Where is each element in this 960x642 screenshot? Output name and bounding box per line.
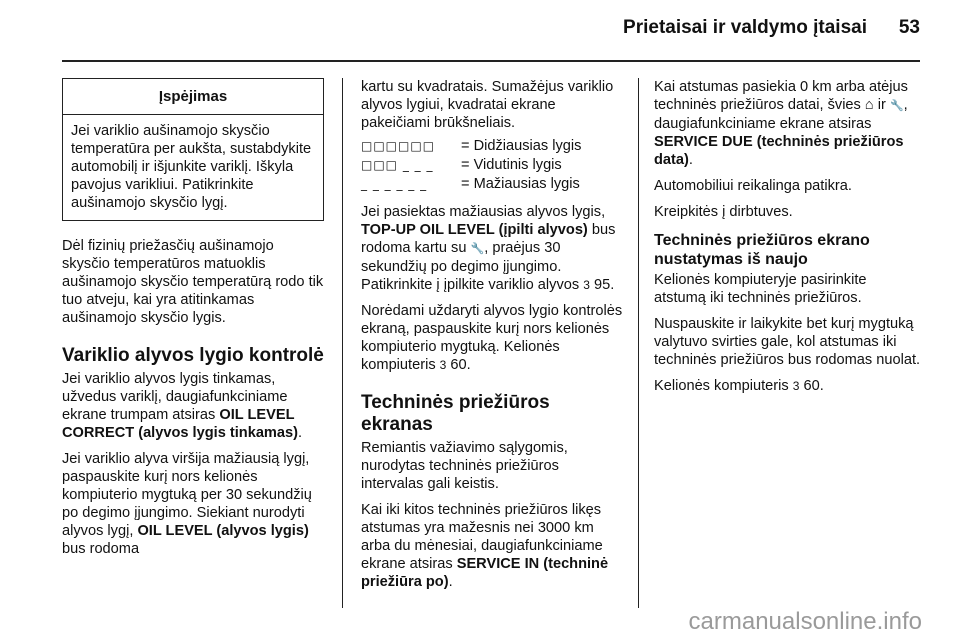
oil-level-symbol: _ _ _ _ _ _ — [361, 176, 428, 191]
text-span: , daugiafunkciniame ekrane atsiras — [654, 97, 908, 132]
display-message-service-due: SERVICE DUE (techninės priežiūros data) — [654, 134, 904, 168]
oil-level-label: = Didžiausias lygis — [461, 137, 582, 154]
paragraph-oil-minimum — [361, 203, 623, 294]
text-span: Jei variklio alyva viršija mažiausią lygį, paspauskite kurį nors kelionės kompiuterio mygtuką per 30 sekundžių po degimo įjungimo. Siekiant nurodyti alyvos lygį, — [62, 451, 312, 539]
page-reference-icon: 3 — [439, 358, 447, 372]
text-span: . — [448, 574, 453, 590]
text-span: 95. — [589, 277, 615, 293]
text-span: bus rodoma kartu su — [361, 222, 616, 256]
oil-level-label: = Mažiausias lygis — [461, 175, 580, 192]
text-span: Kelionės kompiuteris — [654, 378, 793, 394]
page-reference-icon: 3 — [792, 379, 800, 393]
paragraph-close-oil-display — [361, 302, 623, 374]
paragraph-trip-computer-ref — [654, 377, 922, 395]
wrench-icon: 🔧 — [889, 100, 904, 112]
service-light-icon: ⌂ — [864, 97, 874, 113]
column-2 — [361, 78, 623, 599]
text-span: . — [298, 425, 303, 441]
text-span: , praėjus 30 sekundžių po degimo įjungimo. Patikrinkite į įpilkite variklio alyvos — [361, 240, 584, 293]
oil-level-symbol: □□□ _ _ _ — [361, 157, 434, 172]
column-3 — [654, 78, 922, 403]
paragraph-contact-workshop: Kreipkitės į dirbtuves. — [654, 204, 793, 220]
page-number: 53 — [898, 17, 920, 38]
page-reference-icon: 3 — [583, 278, 590, 292]
display-message-top-up: TOP-UP OIL LEVEL (įpilti alyvos) — [361, 222, 588, 238]
paragraph-oil-check — [62, 450, 324, 558]
text-span: 60. — [446, 357, 471, 373]
warning-body: Jei variklio aušinamojo skysčio temperatūra per aukšta, sustabdykite automobilį ir išjunkite variklį. Iškyla pavojus varikliui. Patikrinkite aušinamojo skysčio lygį. — [71, 123, 312, 211]
oil-level-row-min — [361, 174, 623, 193]
text-span: Jei pasiektas mažiausias alyvos lygis, — [361, 204, 606, 220]
warning-heading: Įspėjimas — [63, 79, 323, 115]
text-span: Kai iki kitos techninės priežiūros likęs atstumas yra mažesnis nei 3000 km arba du mėnesiai, daugiafunkciniame ekrane atsiras — [361, 502, 603, 572]
column-1 — [62, 78, 324, 566]
oil-level-label: = Vidutinis lygis — [461, 156, 562, 173]
oil-level-row-max — [361, 136, 623, 155]
heading-oil-level: Variklio alyvos lygio kontrolė — [62, 345, 324, 366]
page-title: Prietaisai ir valdymo įtaisai — [623, 17, 867, 38]
paragraph-reset-hold: Nuspauskite ir laikykite bet kurį mygtuką valytuvo svirties gale, kol atstumas iki techninės priežiūros bus rodomas nuolat. — [654, 316, 921, 368]
text-span: Jei variklio alyvos lygis tinkamas, užvedus variklį, daugiafunkciniame ekrane trumpam atsiras — [62, 371, 288, 423]
oil-level-row-mid — [361, 155, 623, 174]
text-span: Kai atstumas pasiekia 0 km arba atėjus techninės priežiūros datai, švies — [654, 79, 908, 113]
oil-level-symbol: □□□□□□ — [361, 138, 436, 153]
text-span: 60. — [799, 378, 824, 394]
paragraph-needs-check: Automobiliui reikalinga patikra. — [654, 178, 852, 194]
oil-level-table — [361, 136, 623, 193]
text-span: ir — [873, 97, 890, 113]
heading-reset-service: Techninės priežiūros ekrano nustatymas iš naujo — [654, 232, 870, 268]
paragraph-oil-squares: kartu su kvadratais. Sumažėjus variklio alyvos lygiui, kvadratai ekrane pakeičiami brūkšneliais. — [361, 79, 614, 131]
wrench-icon: 🔧 — [470, 243, 485, 255]
paragraph-reset-select: Kelionės kompiuteryje pasirinkite atstumą iki techninės priežiūros. — [654, 272, 867, 306]
paragraph-service-interval: Remiantis važiavimo sąlygomis, nurodytas techninės priežiūros intervalas gali keistis. — [361, 440, 568, 492]
warning-box — [62, 78, 324, 221]
text-span: . — [688, 152, 693, 168]
display-message-service-in: SERVICE IN (techninė priežiūra po) — [361, 556, 609, 590]
display-message-oil-correct: OIL LEVEL CORRECT (alyvos lygis tinkamas) — [62, 407, 299, 441]
display-message-oil-level: OIL LEVEL (alyvos lygis) — [137, 523, 309, 539]
paragraph-service-in — [361, 501, 623, 591]
paragraph-coolant-gauge: Dėl fizinių priežasčių aušinamojo skysčio temperatūros matuoklis aušinamojo skysčio temperatūrą rodo tik tuo atveju, kai yra atitinkamas aušinamojo skysčio lygis. — [62, 238, 324, 326]
header-divider — [62, 60, 920, 62]
watermark: carmanualsonline.info — [688, 608, 922, 635]
column-divider-2 — [638, 78, 639, 608]
paragraph-oil-correct — [62, 370, 324, 442]
text-span: Norėdami uždaryti alyvos lygio kontrolės ekraną, paspauskite kurį nors kelionės kompiuterio mygtuką. Kelionės kompiuteris — [361, 303, 623, 373]
text-span: bus rodoma — [62, 541, 140, 557]
heading-service-display: Techninės priežiūros ekranas — [361, 392, 550, 435]
column-divider-1 — [342, 78, 343, 608]
paragraph-service-due — [654, 78, 922, 169]
